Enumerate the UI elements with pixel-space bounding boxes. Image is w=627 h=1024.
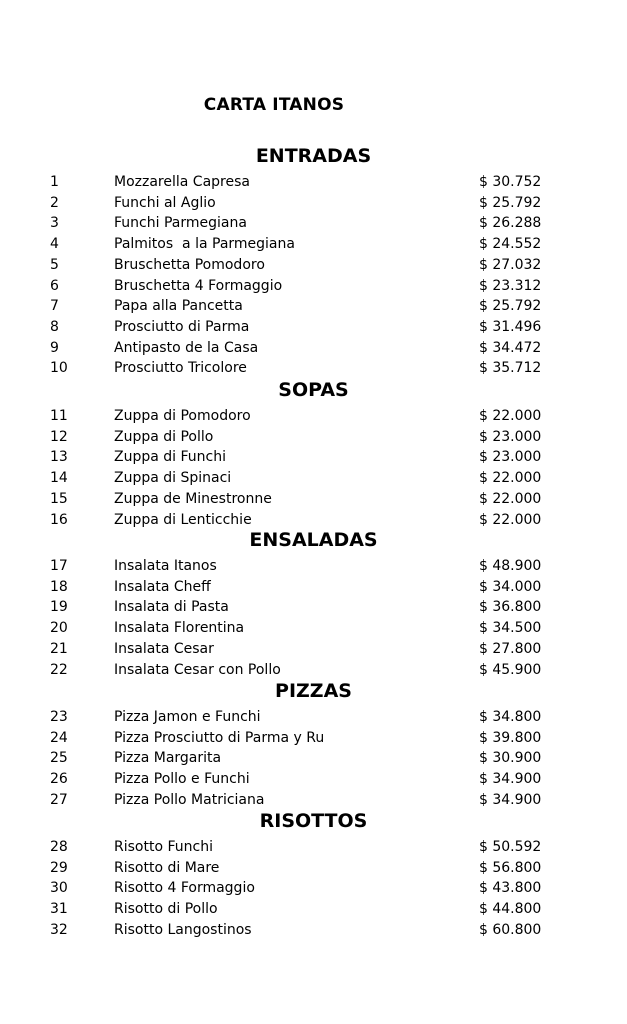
item-name: Zuppa di Pollo bbox=[114, 428, 214, 445]
item-name: Insalata Cesar con Pollo bbox=[114, 661, 281, 678]
menu-item bbox=[0, 639, 627, 659]
section-heading-ensaladas: ENSALADAS bbox=[249, 529, 378, 551]
item-price: $ 39.800 bbox=[479, 729, 542, 746]
item-name: Funchi Parmegiana bbox=[114, 215, 247, 232]
item-price: $ 30.752 bbox=[479, 174, 542, 190]
item-price: $ 44.800 bbox=[479, 901, 542, 918]
item-price: $ 22.000 bbox=[479, 408, 542, 424]
item-price: $ 24.552 bbox=[479, 236, 542, 253]
item-number: 30 bbox=[50, 880, 68, 897]
menu-item bbox=[0, 618, 627, 638]
item-name: Insalata Cheff bbox=[114, 578, 211, 595]
menu-item bbox=[0, 899, 627, 919]
section-heading-entradas: ENTRADAS bbox=[255, 145, 372, 167]
menu-item bbox=[0, 858, 627, 878]
item-name: Insalata Cesar bbox=[114, 640, 214, 657]
menu-item bbox=[0, 489, 627, 509]
item-number: 3 bbox=[50, 215, 59, 232]
menu-item bbox=[0, 317, 627, 337]
item-number: 22 bbox=[50, 661, 68, 678]
item-price: $ 25.792 bbox=[479, 298, 542, 315]
menu-item bbox=[0, 427, 627, 447]
item-name: Bruschetta Pomodoro bbox=[114, 256, 265, 273]
menu-item bbox=[0, 447, 627, 467]
item-number: 14 bbox=[50, 470, 68, 487]
item-number: 25 bbox=[50, 750, 68, 767]
item-name: Risotto Langostinos bbox=[114, 921, 252, 938]
item-price: $ 25.792 bbox=[479, 194, 542, 211]
item-price: $ 34.900 bbox=[479, 771, 542, 788]
menu-item bbox=[0, 790, 627, 810]
item-name: Risotto Funchi bbox=[114, 839, 213, 855]
menu-item bbox=[0, 748, 627, 768]
menu-item bbox=[0, 276, 627, 296]
item-price: $ 50.592 bbox=[479, 839, 542, 855]
item-number: 23 bbox=[50, 709, 68, 725]
item-price: $ 22.000 bbox=[479, 490, 542, 507]
item-price: $ 56.800 bbox=[479, 859, 542, 876]
item-number: 11 bbox=[50, 408, 68, 424]
item-price: $ 23.312 bbox=[479, 277, 542, 294]
item-price: $ 34.900 bbox=[479, 791, 542, 808]
item-price: $ 48.900 bbox=[479, 558, 542, 574]
item-number: 6 bbox=[50, 277, 59, 294]
item-name: Mozzarella Capresa bbox=[114, 174, 250, 190]
item-name: Bruschetta 4 Formaggio bbox=[114, 277, 283, 294]
item-number: 18 bbox=[50, 578, 68, 595]
item-number: 5 bbox=[50, 256, 59, 273]
menu-item bbox=[0, 296, 627, 316]
item-name: Pizza Prosciutto di Parma y Ru bbox=[114, 729, 325, 746]
item-price: $ 22.000 bbox=[479, 470, 542, 487]
menu-item bbox=[0, 468, 627, 488]
menu-item bbox=[0, 920, 627, 940]
item-name: Zuppa di Lenticchie bbox=[114, 511, 252, 528]
item-name: Insalata Itanos bbox=[114, 558, 217, 574]
item-price: $ 43.800 bbox=[479, 880, 542, 897]
item-price: $ 27.800 bbox=[479, 640, 542, 657]
item-name: Risotto di Mare bbox=[114, 859, 220, 876]
item-number: 17 bbox=[50, 558, 68, 574]
item-name: Funchi al Aglio bbox=[114, 194, 216, 211]
item-price: $ 23.000 bbox=[479, 449, 542, 466]
item-name: Insalata di Pasta bbox=[114, 599, 229, 616]
item-name: Prosciutto di Parma bbox=[114, 318, 250, 335]
item-number: 12 bbox=[50, 428, 68, 445]
item-name: Papa alla Pancetta bbox=[114, 298, 243, 315]
item-price: $ 30.900 bbox=[479, 750, 542, 767]
item-price: $ 23.000 bbox=[479, 428, 542, 445]
menu-item bbox=[0, 338, 627, 358]
item-name: Risotto di Pollo bbox=[114, 901, 218, 918]
menu-item bbox=[0, 707, 627, 727]
item-number: 4 bbox=[50, 236, 59, 253]
item-name: Zuppa di Pomodoro bbox=[114, 408, 251, 424]
item-number: 16 bbox=[50, 511, 68, 528]
item-name: Zuppa di Spinaci bbox=[114, 470, 232, 487]
item-number: 27 bbox=[50, 791, 68, 808]
item-name: Pizza Jamon e Funchi bbox=[114, 709, 261, 725]
item-name: Antipasto de la Casa bbox=[114, 339, 259, 356]
item-name: Pizza Pollo e Funchi bbox=[114, 771, 250, 788]
section-heading-risottos: RISOTTOS bbox=[259, 810, 368, 832]
item-name: Pizza Margarita bbox=[114, 750, 222, 767]
item-price: $ 45.900 bbox=[479, 661, 542, 678]
item-price: $ 34.800 bbox=[479, 709, 542, 725]
item-name: Zuppa de Minestronne bbox=[114, 490, 272, 507]
item-name: Zuppa di Funchi bbox=[114, 449, 226, 466]
item-price: $ 34.472 bbox=[479, 339, 542, 356]
menu-item bbox=[0, 255, 627, 275]
item-price: $ 31.496 bbox=[479, 318, 542, 335]
item-name: Palmitos a la Parmegiana bbox=[114, 236, 295, 253]
item-price: $ 34.500 bbox=[479, 620, 542, 637]
menu-item bbox=[0, 510, 627, 530]
section-heading-sopas: SOPAS bbox=[278, 379, 349, 401]
item-number: 2 bbox=[50, 194, 59, 211]
item-number: 31 bbox=[50, 901, 68, 918]
menu-item bbox=[0, 597, 627, 617]
item-number: 13 bbox=[50, 449, 68, 466]
menu-item bbox=[0, 728, 627, 748]
item-number: 1 bbox=[50, 174, 59, 190]
menu-item bbox=[0, 769, 627, 789]
item-price: $ 22.000 bbox=[479, 511, 542, 528]
item-number: 19 bbox=[50, 599, 68, 616]
item-number: 29 bbox=[50, 859, 68, 876]
item-number: 28 bbox=[50, 839, 68, 855]
item-price: $ 27.032 bbox=[479, 256, 542, 273]
item-name: Pizza Pollo Matriciana bbox=[114, 791, 265, 808]
item-price: $ 26.288 bbox=[479, 215, 542, 232]
item-number: 9 bbox=[50, 339, 59, 356]
menu-item bbox=[0, 406, 627, 426]
section-heading-pizzas: PIZZAS bbox=[275, 680, 352, 702]
item-price: $ 34.000 bbox=[479, 578, 542, 595]
item-number: 20 bbox=[50, 620, 68, 637]
item-number: 24 bbox=[50, 729, 68, 746]
item-number: 7 bbox=[50, 298, 59, 315]
menu-item bbox=[0, 358, 627, 378]
item-number: 21 bbox=[50, 640, 68, 657]
menu-item bbox=[0, 556, 627, 576]
menu-item bbox=[0, 577, 627, 597]
menu-item bbox=[0, 193, 627, 213]
item-number: 15 bbox=[50, 490, 68, 507]
item-number: 10 bbox=[50, 360, 68, 377]
item-price: $ 60.800 bbox=[479, 921, 542, 938]
item-price: $ 36.800 bbox=[479, 599, 542, 616]
item-name: Insalata Florentina bbox=[114, 620, 245, 637]
item-name: Prosciutto Tricolore bbox=[114, 360, 247, 377]
menu-item bbox=[0, 837, 627, 857]
menu-item bbox=[0, 660, 627, 680]
item-number: 26 bbox=[50, 771, 68, 788]
menu-item bbox=[0, 234, 627, 254]
item-price: $ 35.712 bbox=[479, 360, 542, 377]
menu-item bbox=[0, 213, 627, 233]
item-name: Risotto 4 Formaggio bbox=[114, 880, 255, 897]
item-number: 8 bbox=[50, 318, 59, 335]
menu-item bbox=[0, 172, 627, 192]
item-number: 32 bbox=[50, 921, 68, 938]
page-title: CARTA ITANOS bbox=[203, 95, 345, 115]
menu-item bbox=[0, 878, 627, 898]
